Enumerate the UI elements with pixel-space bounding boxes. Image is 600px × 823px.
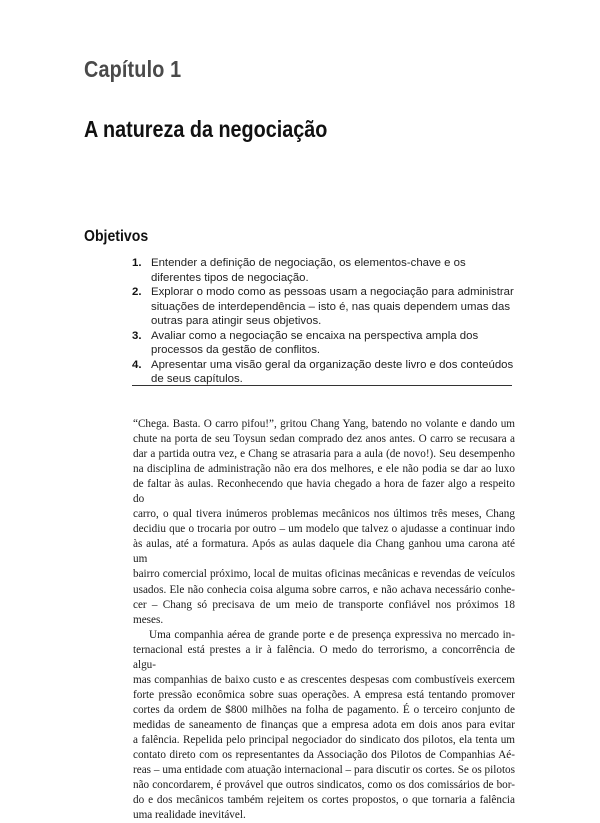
text-line: dar a partida outra vez, e Chang se atrasaria para a aula (de novo!). Seu desempenho [133,448,515,461]
text-line: chute na porta de seu Toysun sedan comprado dez anos antes. O carro se recusara a [133,433,515,446]
chapter-title: A natureza da negociação [84,116,328,142]
objective-text: Explorar o modo como as pessoas usam a negociação para administrar situações de interdependência – isto é, nas quais dependem umas das outras para atingir seus objetivos. [151,286,514,327]
text-line: cortes da ordem de $800 milhões na folha de pagamento. É o terceiro conjunto de [133,703,515,716]
objective-text: Avaliar como a negociação se encaixa na perspectiva ampla dos processos da gestão de conflitos. [151,329,479,356]
text-line: de faltar às aulas. Reconhecendo que havia chegado a hora de fazer algo a respeito do [133,478,515,506]
text-line: reas – uma entidade com atuação internacional – para discutir os cortes. Se os pilotos [133,764,515,777]
text-line: contato direto com os representantes da Associação dos Pilotos de Companhias Aé- [133,749,515,762]
text-line: às aulas, até a formatura. Após as aulas daquele dia Chang ganhou uma carona até um [133,538,515,566]
text-line: cer – Chang só precisava de um meio de transporte confiável nos próximos 18 meses. [133,598,515,626]
text-line: usados. Ele não conhecia coisa alguma sobre carros, e não achava necessário conhe- [133,583,515,596]
objective-item [132,329,517,358]
objective-number: 2. [132,286,142,298]
objective-item [132,285,517,329]
text-line: forte pressão econômica sobre suas operações. A empresa está tentando promover [133,688,515,701]
objectives-divider [132,385,512,386]
objective-number: 1. [132,257,142,269]
objective-item [132,358,517,387]
text-line: mas companhias de baixo custo e as crescentes despesas com combustíveis exercem [133,673,515,686]
text-line: Uma companhia aérea de grande porte e de presença expressiva no mercado in- [149,628,515,641]
text-line: medidas de saneamento de finanças que a empresa adota em dois anos para evitar [133,718,515,731]
paragraph-2 [133,628,515,823]
objective-text: Apresentar uma visão geral da organização deste livro e dos conteúdos de seus capítulos. [151,358,514,385]
paragraph-1 [133,417,515,628]
objective-text: Entender a definição de negociação, os elementos-chave e os diferentes tipos de negociação. [151,257,466,284]
chapter-label: Capítulo 1 [84,56,182,82]
text-line: “Chega. Basta. O carro pifou!”, gritou Chang Yang, batendo no volante e dando um [133,418,515,430]
objective-number: 3. [132,329,142,342]
body-text [133,417,515,823]
text-line: a falência. Repelida pelo principal negociador do sindicato dos pilotos, ela tenta um [133,733,515,746]
objectives-list [132,256,517,387]
text-line: bairro comercial próximo, local de muitas oficinas mecânicas e revendas de veículos [133,568,515,581]
objectives-heading: Objetivos [84,228,149,245]
text-line: decidiu que o trocaria por outro – um modelo que talvez o ajudasse a continuar indo [133,523,515,536]
objective-number: 4. [132,358,142,371]
text-line: na disciplina de administração não era dos melhores, e ele não podia se dar ao luxo [133,463,515,476]
text-line: do e dos mecânicos também rejeitem os cortes propostos, o que tornaria a falência [133,794,515,807]
objective-item [132,256,517,285]
text-line: ternacional está prestes a ir à falência. O medo do terrorismo, a concorrência de algu- [133,643,515,671]
text-line: não concordarem, é provável que outros sindicatos, como os dos comissários de bor- [133,779,515,792]
text-line: uma realidade inevitável. [133,809,246,822]
text-line: carro, o qual tivera inúmeros problemas mecânicos nos últimos três meses, Chang [133,508,515,521]
